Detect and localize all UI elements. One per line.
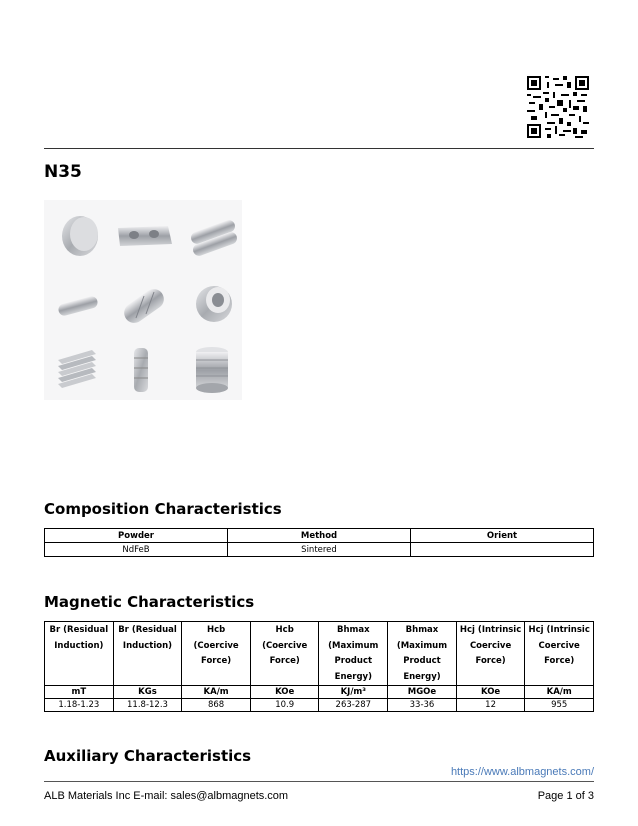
header-line: (Coercive	[262, 640, 308, 651]
unit-cell: KA/m	[525, 686, 594, 699]
unit-cell: KJ/m³	[319, 686, 388, 699]
header-divider	[44, 148, 594, 149]
table-cell	[411, 543, 594, 557]
table-header-cell	[182, 622, 251, 686]
page-number: Page 1 of 3	[537, 790, 594, 802]
header-line: Force)	[475, 656, 506, 666]
header-line: Energy)	[403, 671, 441, 682]
table-unit-row	[45, 686, 594, 699]
header-line: Hcj (Intrinsic	[459, 625, 522, 635]
header-line: Hcb	[206, 625, 226, 635]
table-header-cell: Orient	[411, 529, 594, 543]
product-image-gallery	[44, 200, 242, 400]
header-line: (Maximum	[396, 640, 448, 651]
header-line: Hcj (Intrinsic	[528, 625, 590, 635]
table-header-row	[45, 622, 594, 686]
table-header-row	[45, 529, 594, 543]
header-line: Br (Residual	[49, 625, 109, 635]
unit-cell: KGs	[113, 686, 182, 699]
table-cell: NdFeB	[45, 543, 228, 557]
table-cell: 1.18-1.23	[45, 699, 114, 712]
header-line: Energy)	[334, 671, 372, 682]
table-cell: Sintered	[228, 543, 411, 557]
header-line: Product	[403, 656, 441, 666]
table-row	[45, 699, 594, 712]
qr-code	[527, 76, 589, 138]
composition-table	[44, 528, 594, 557]
header-line: Hcb	[275, 625, 294, 635]
countersunk-block-magnet-image	[118, 226, 172, 246]
table-header-cell	[525, 622, 594, 686]
website-link[interactable]: https://www.albmagnets.com/	[450, 766, 594, 778]
footer-company-email: ALB Materials Inc E-mail: sales@albmagnets.com	[44, 790, 289, 802]
header-line: Induction)	[122, 640, 173, 651]
ring-magnet-image	[196, 286, 232, 322]
table-cell: 10.9	[250, 699, 319, 712]
disc-magnet-image	[62, 216, 98, 256]
table-cell: 263-287	[319, 699, 388, 712]
auxiliary-heading: Auxiliary Characteristics	[44, 747, 252, 765]
disc-stack-horizontal-image	[196, 347, 228, 393]
composition-heading: Composition Characteristics	[44, 500, 282, 518]
disc-stack-vertical-image	[134, 348, 148, 392]
table-cell: 868	[182, 699, 251, 712]
header-line: Coercive	[538, 640, 580, 651]
unit-cell: KOe	[456, 686, 525, 699]
table-cell: 12	[456, 699, 525, 712]
table-header-cell	[456, 622, 525, 686]
table-header-cell: Method	[228, 529, 411, 543]
header-line: Coercive	[469, 640, 512, 651]
table-header-cell	[319, 622, 388, 686]
unit-cell: MGOe	[388, 686, 457, 699]
table-row	[45, 543, 594, 557]
header-line: Bhmax	[405, 625, 439, 635]
unit-cell: mT	[45, 686, 114, 699]
header-line: Force)	[201, 656, 232, 666]
table-header-cell	[45, 622, 114, 686]
table-cell: 33-36	[388, 699, 457, 712]
table-header-cell	[113, 622, 182, 686]
footer-divider	[44, 781, 594, 782]
header-line: Bhmax	[337, 625, 370, 635]
unit-cell: KOe	[250, 686, 319, 699]
header-line: (Maximum	[328, 640, 379, 651]
header-line: Br (Residual	[118, 625, 177, 635]
table-cell: 11.8-12.3	[113, 699, 182, 712]
unit-cell: KA/m	[182, 686, 251, 699]
header-line: (Coercive	[193, 640, 239, 651]
header-line: Force)	[544, 656, 575, 666]
header-line: Force)	[269, 656, 300, 666]
table-header-cell	[250, 622, 319, 686]
table-cell: 955	[525, 699, 594, 712]
magnetic-heading: Magnetic Characteristics	[44, 593, 255, 611]
table-header-cell	[388, 622, 457, 686]
magnetic-table	[44, 621, 594, 712]
table-header-cell: Powder	[45, 529, 228, 543]
header-line: Induction)	[54, 640, 104, 651]
product-title: N35	[44, 162, 82, 182]
header-line: Product	[334, 656, 373, 666]
